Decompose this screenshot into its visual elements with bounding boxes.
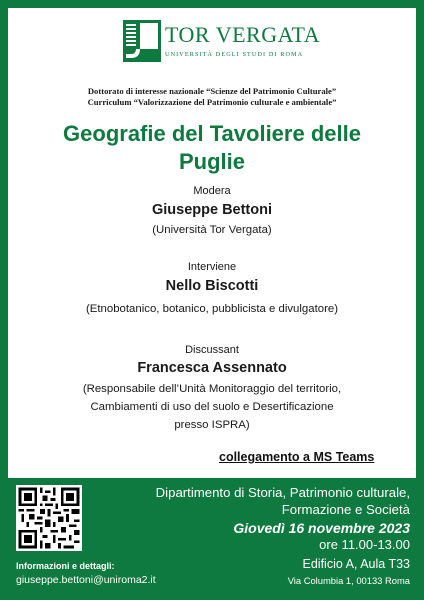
university-subtitle: UNIVERSITÀ DEGLI STUDI DI ROMA [165, 51, 304, 58]
university-logo-icon [123, 20, 161, 62]
event-title-line-2: Puglie [178, 149, 245, 174]
discussant-affiliation-line-2: Cambiamenti di uso del suolo e Desertificazione [90, 401, 334, 413]
event-time: ore 11.00-13.00 [319, 537, 410, 552]
discussant-role: Discussant [185, 344, 239, 356]
moderator-role: Modera [193, 185, 231, 197]
event-title [8, 120, 416, 176]
speaker-role: Interviene [187, 261, 237, 273]
curriculum-line: Curriculum “Valorizzazione del Patrimonio culturale e ambientale” [87, 97, 337, 107]
university-logo [123, 20, 323, 64]
event-date: Giovedì 16 novembre 2023 [233, 520, 410, 536]
doctorate-line: Dottorato di interesse nazionale “Scienze del Patrimonio Culturale” [87, 86, 337, 96]
event-title-line-1: Geografie del Tavoliere delle [63, 121, 361, 146]
speaker-name: Nello Biscotti [165, 278, 259, 294]
ms-teams-link[interactable]: collegamento a MS Teams [219, 450, 375, 464]
university-name: TOR VERGATA [165, 22, 321, 47]
speaker-affiliation: (Etnobotanico, botanico, pubblicista e divulgatore) [85, 303, 339, 315]
event-place: Edificio A, Aula T33 [302, 557, 410, 571]
discussant-name: Francesca Assennato [137, 360, 287, 376]
discussant-affiliation-line-3: presso ISPRA) [174, 419, 250, 431]
event-address: Via Columbia 1, 00133 Roma [287, 575, 410, 586]
info-label: Informazioni e dettagli: [16, 561, 115, 571]
discussant-affiliation-line-1: (Responsabile dell’Unità Monitoraggio del territorio, [82, 383, 342, 395]
contact-email-link[interactable]: giuseppe.bettoni@uniroma2.it [16, 574, 156, 586]
moderator-affiliation: (Università Tor Vergata) [152, 224, 272, 236]
poster-sheet [8, 8, 416, 478]
moderator-name: Giuseppe Bettoni [151, 202, 273, 218]
qr-code-icon[interactable] [16, 485, 82, 551]
department-line-2: Formazione e Società [281, 502, 410, 517]
department-line-1: Dipartimento di Storia, Patrimonio culturale, [155, 485, 410, 500]
